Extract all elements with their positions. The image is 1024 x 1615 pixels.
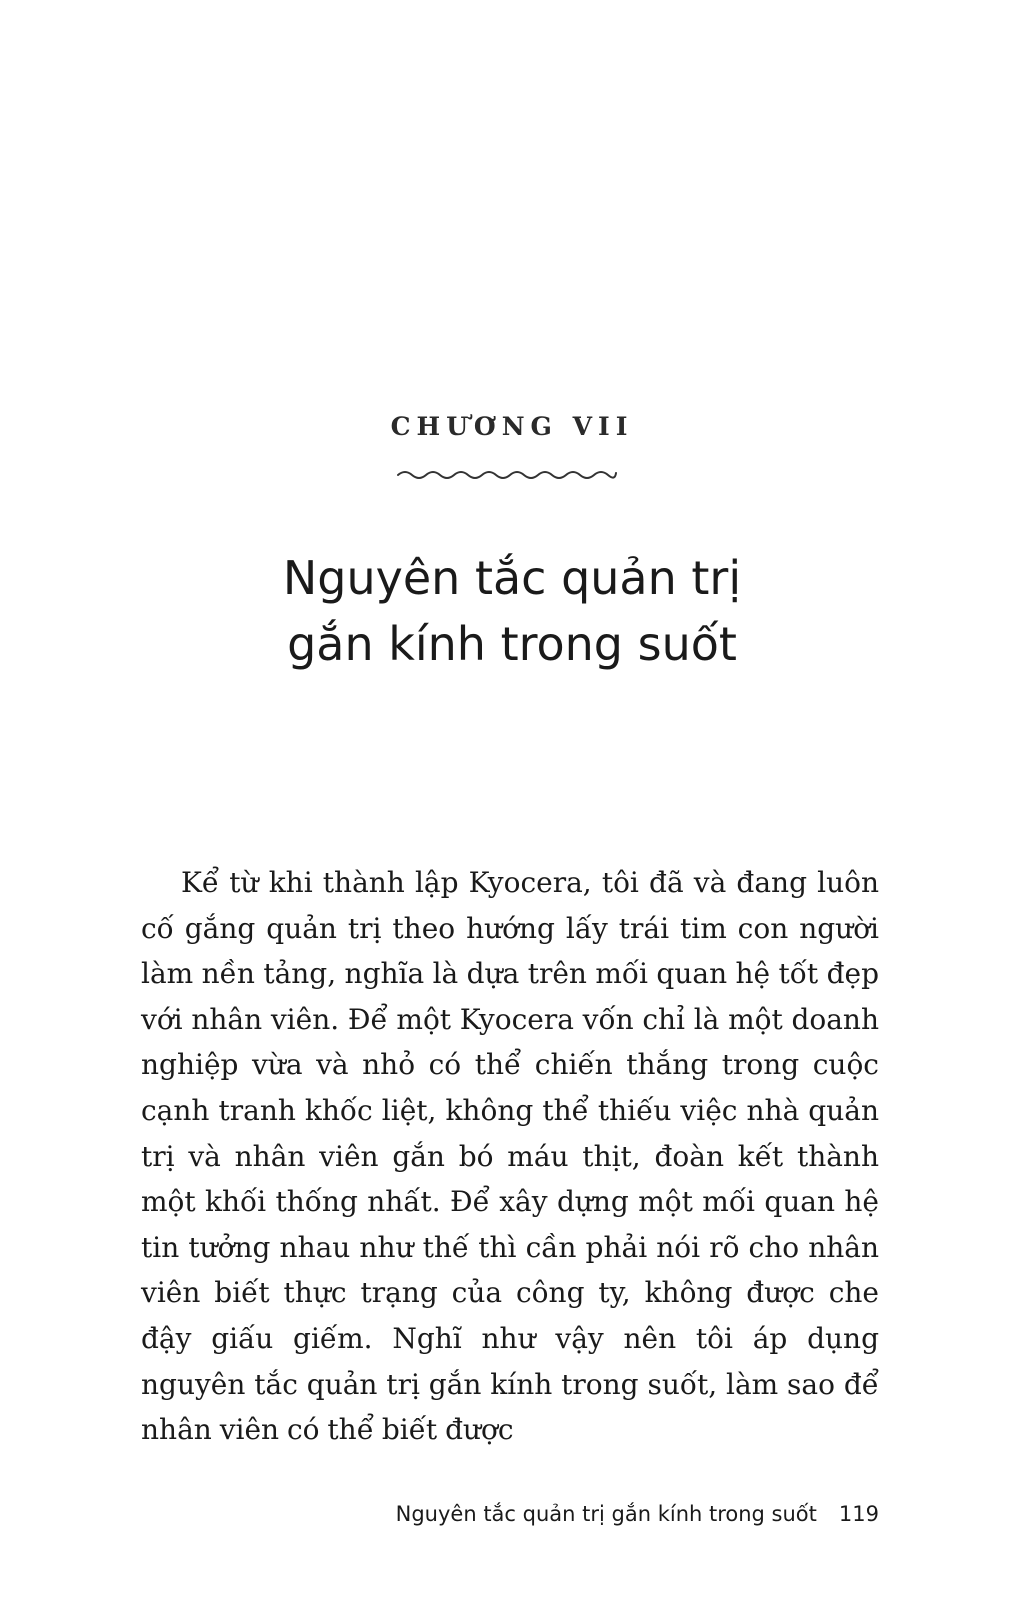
page-number: 119: [838, 1502, 879, 1526]
chapter-label: CHƯƠNG VII: [390, 412, 634, 441]
chapter-title-line-2: gắn kính trong suốt: [287, 617, 737, 671]
wave-divider: [396, 467, 618, 481]
chapter-title: [0, 545, 1024, 677]
chapter-title-line-1: Nguyên tắc quản trị: [282, 551, 742, 605]
running-title: Nguyên tắc quản trị gắn kính trong suốt: [395, 1502, 817, 1526]
page-footer: [396, 1502, 879, 1526]
body-paragraph: Kể từ khi thành lập Kyocera, tôi đã và đang luôn cố gắng quản trị theo hướng lấy trái tim con người làm nền tảng, nghĩa là dựa trên mối quan hệ tốt đẹp với nhân viên. Để một Kyocera vốn chỉ là một doanh nghiệp vừa và nhỏ có thể chiến thắng trong cuộc cạnh tranh khốc liệt, không thể thiếu việc nhà quản trị và nhân viên gắn bó máu thịt, đoàn kết thành một khối thống nhất. Để xây dựng một mối quan hệ tin tưởng nhau như thế thì cần phải nói rõ cho nhân viên biết thực trạng của công ty, không được che đậy giấu giếm. Nghĩ như vậy nên tôi áp dụng nguyên tắc quản trị gắn kính trong suốt, làm sao để nhân viên có thể biết được: [141, 866, 879, 1447]
